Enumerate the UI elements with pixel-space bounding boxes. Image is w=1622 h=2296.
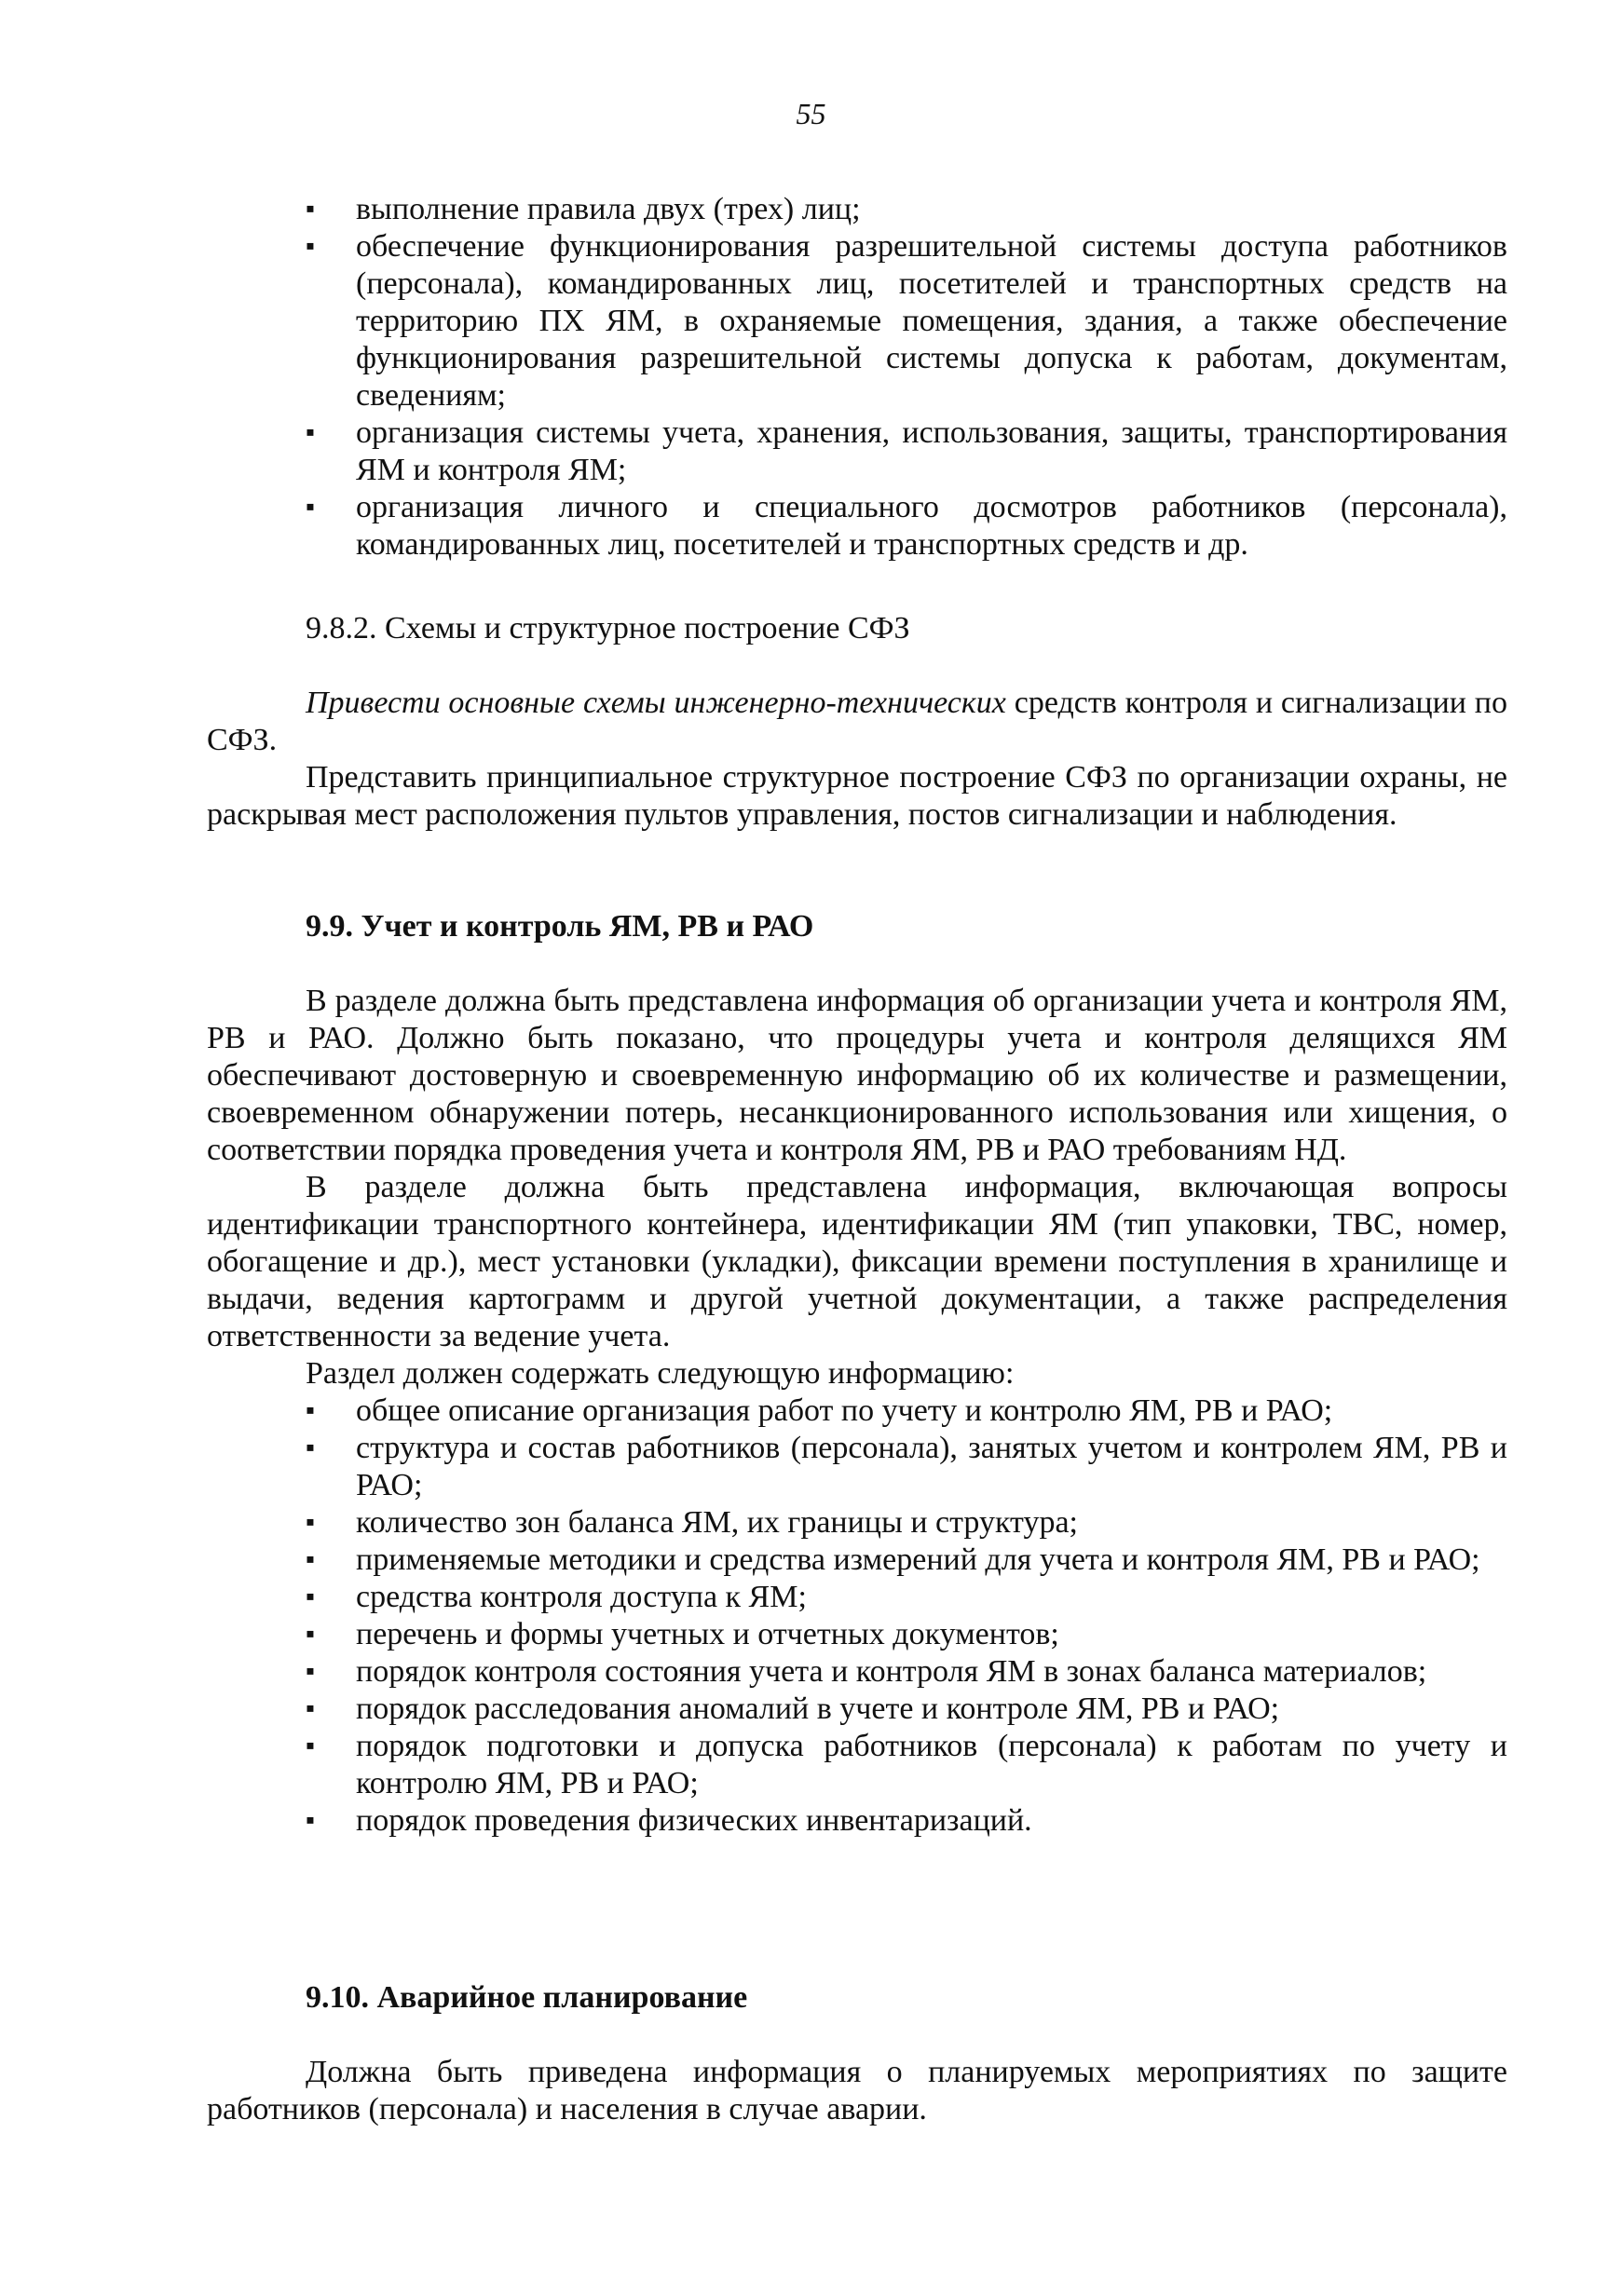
paragraph-text: средств контроля и сигнализации по СФЗ.: [207, 686, 1507, 757]
list-item: ▪ порядок контроля состояния учета и контроля ЯМ в зонах баланса материалов;: [207, 1653, 1507, 1691]
bullet-list-accounting-info: [207, 1393, 1507, 1840]
section-9-10-body: [207, 2054, 1507, 2128]
list-item: ▪ количество зон баланса ЯМ, их границы и структура;: [207, 1504, 1507, 1542]
list-item: ▪ обеспечение функционирования разрешительной системы доступа работников (персонала), командированных лиц, посетителей и транспортных средств на территорию ПХ ЯМ, в охраняемые помещения, здания, а также обеспечение функционирования разрешительной системы допуска к работам, документам, сведениям;: [207, 228, 1507, 414]
bullet-list-security-measures: [207, 191, 1507, 564]
italic-text: Привести основные схемы инженерно-технических: [306, 686, 1006, 720]
paragraph-structure: Представить принципиальное структурное построение СФЗ по организации охраны, не раскрывая мест расположения пультов управления, постов сигнализации и наблюдения.: [207, 760, 1507, 832]
list-item: ▪ выполнение правила двух (трех) лиц;: [207, 191, 1507, 228]
section-heading-9-9: 9.9. Учет и контроль ЯМ, РВ и РАО: [306, 909, 814, 944]
list-item: ▪ организация личного и специального досмотров работников (персонала), командированных лиц, посетителей и транспортных средств и др.: [207, 489, 1507, 564]
paragraph-identification: В разделе должна быть представлена информация, включающая вопросы идентификации транспортного контейнера, идентификации ЯМ (тип упаковки, ТВС, номер, обогащение и др.), мест установки (укладки), фиксации времени поступления в хранилище и выдачи, ведения картограмм и другой учетной документации, а также распределения ответственности за ведение учета.: [207, 1170, 1507, 1353]
list-item: ▪ порядок подготовки и допуска работников (персонала) к работам по учету и контролю ЯМ, РВ и РАО;: [207, 1728, 1507, 1802]
paragraph-list-intro: Раздел должен содержать следующую информацию:: [306, 1356, 1015, 1391]
subsection-heading-9-8-2: 9.8.2. Схемы и структурное построение СФЗ: [306, 611, 910, 645]
list-item: ▪ перечень и формы учетных и отчетных документов;: [207, 1616, 1507, 1653]
paragraph-accounting: В разделе должна быть представлена информация об организации учета и контроля ЯМ, РВ и РАО. Должно быть показано, что процедуры учета и контроля делящихся ЯМ обеспечивают достоверную и своевременную информацию об их количестве и размещении, своевременном обнаружении потерь, несанкционированного использования или хищения, о соответствии порядка проведения учета и контроля ЯМ, РВ и РАО требованиям НД.: [207, 984, 1507, 1167]
page-number: 55: [796, 97, 826, 130]
list-item: ▪ общее описание организация работ по учету и контролю ЯМ, РВ и РАО;: [207, 1393, 1507, 1430]
section-heading-9-10: 9.10. Аварийное планирование: [306, 1980, 748, 2015]
list-item: ▪ средства контроля доступа к ЯМ;: [207, 1579, 1507, 1616]
paragraph-emergency: Должна быть приведена информация о планируемых мероприятиях по защите работников (персонала) и населения в случае аварии.: [207, 2055, 1507, 2126]
list-item: ▪ порядок расследования аномалий в учете и контроле ЯМ, РВ и РАО;: [207, 1691, 1507, 1728]
list-item: ▪ применяемые методики и средства измерений для учета и контроля ЯМ, РВ и РАО;: [207, 1542, 1507, 1579]
list-item: ▪ порядок проведения физических инвентаризаций.: [207, 1802, 1507, 1840]
list-item: ▪ организация системы учета, хранения, использования, защиты, транспортирования ЯМ и контроля ЯМ;: [207, 414, 1507, 489]
section-9-9-body: [207, 983, 1507, 1840]
paragraph-schemes: [207, 685, 1507, 834]
list-item: ▪ структура и состав работников (персонала), занятых учетом и контролем ЯМ, РВ и РАО;: [207, 1430, 1507, 1504]
